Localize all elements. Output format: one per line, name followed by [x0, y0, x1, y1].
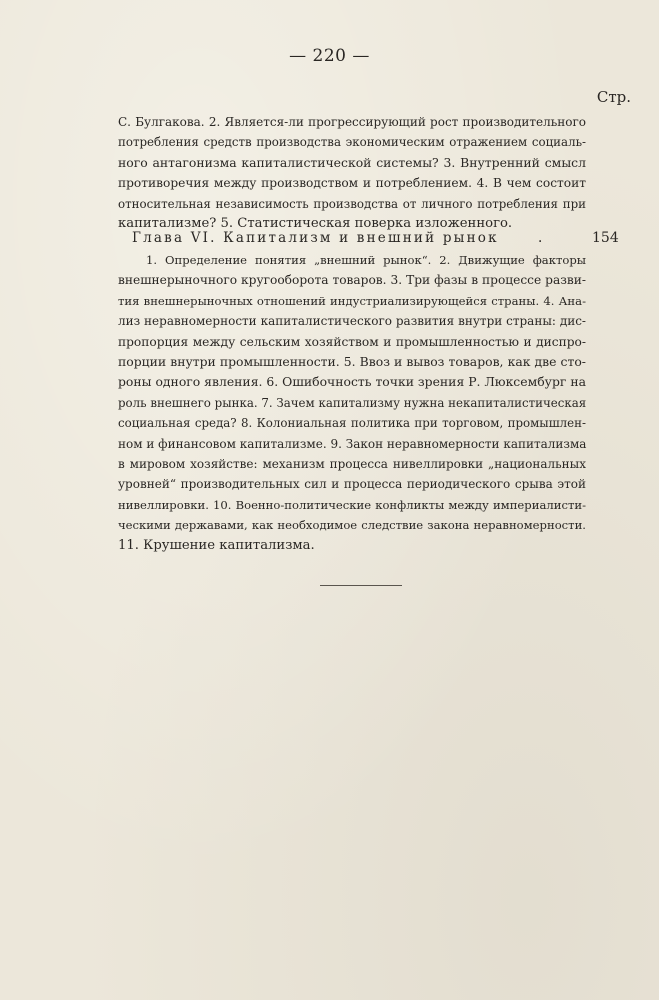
text-line: С. Булгакова. 2. Является-ли прогрессирующий рост производительного	[118, 115, 586, 129]
text-line: тия внешнерыночных отношений индустриализирующейся страны. 4. Ана-	[118, 293, 586, 308]
text-line: ного антагонизма капиталистической системы? 3. Внутренний смысл	[118, 154, 586, 170]
chapter-page-number: 154	[592, 230, 619, 246]
text-line: ном и финансовом капитализме. 9. Закон неравномерности капитализма	[118, 436, 587, 451]
text-line: лиз неравномерности капиталистического развития внутри страны: дис-	[118, 314, 586, 329]
chapter-title: Глава VI. Капитализм и внешний рынок	[132, 230, 499, 246]
page-number: — 220 —	[289, 46, 370, 66]
text-line: роны одного явления. 6. Ошибочность точки зрения Р. Люксембург на	[118, 374, 586, 390]
text-line: ческими державами, как необходимое следствие закона неравномерности.	[118, 518, 586, 533]
section-divider	[320, 585, 402, 586]
text-line: порции внутри промышленности. 5. Ввоз и вывоз товаров, как две сто-	[118, 354, 586, 370]
text-line: уровней“ производительных сил и процесса периодического срыва этой	[118, 477, 586, 492]
text-line: 1. Определение понятия „внешний рынок“. 2. Движущие факторы	[146, 253, 586, 267]
chapter-heading	[132, 230, 620, 246]
text-line: потребления средств производства экономическим отражением социаль-	[118, 135, 586, 150]
text-line: нивеллировки. 10. Военно-политические конфликты между империалисти-	[118, 497, 586, 512]
text-line: в мировом хозяйстве: механизм процесса нивеллировки „национальных	[118, 457, 586, 472]
chapter-contents	[118, 250, 586, 556]
text-line: противоречия между производством и потреблением. 4. В чем состоит	[118, 176, 586, 191]
text-line: роль внешнего рынка. 7. Зачем капитализму нужна некапиталистическая	[118, 395, 587, 410]
text-line: внешнерыночного кругооборота товаров. 3. Три фазы в процессе разви-	[118, 273, 586, 288]
page-column-label: Стр.	[596, 88, 631, 106]
text-line: 11. Крушение капитализма.	[118, 537, 315, 553]
text-line: относительная независимость производства от личного потребления при	[118, 196, 586, 211]
text-line: капитализме? 5. Статистическая поверка изложенного.	[118, 216, 513, 232]
text-line: социальная среда? 8. Колониальная политика при торговом, промышлен-	[118, 416, 586, 431]
text-line: пропорция между сельским хозяйством и промышленностью и диспро-	[118, 334, 586, 349]
intro-paragraph	[118, 112, 586, 234]
toc-leader: .	[538, 230, 545, 246]
